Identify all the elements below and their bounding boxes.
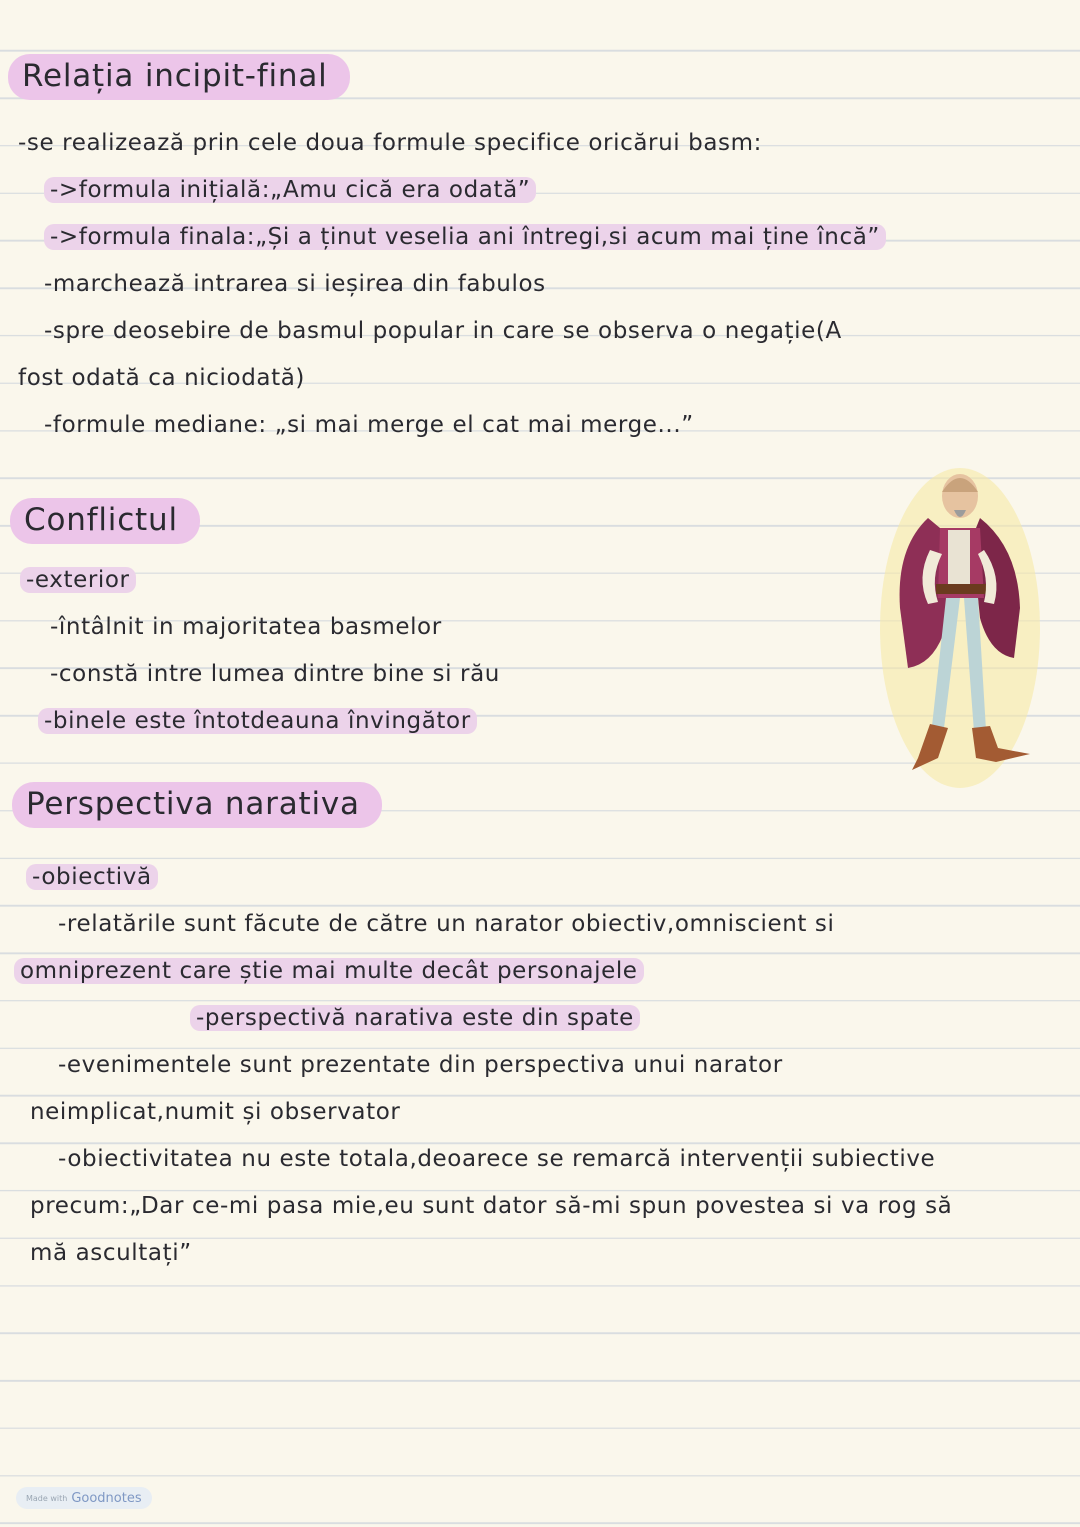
text-line: -întâlnit in majoritatea basmelor bbox=[50, 614, 442, 640]
text-line bbox=[38, 706, 477, 736]
heading-conflictul: Conflictul bbox=[10, 498, 200, 544]
heading-relatia-incipit-final: Relația incipit-final bbox=[8, 54, 350, 100]
highlight: -perspectivă narativa este din spate bbox=[190, 1005, 640, 1031]
text-line: -evenimentele sunt prezentate din perspectiva unui narator bbox=[58, 1052, 783, 1078]
text-line bbox=[44, 222, 886, 252]
text-line: -se realizează prin cele doua formule specifice oricărui basm: bbox=[18, 130, 762, 156]
text-line bbox=[26, 862, 158, 892]
text-line: -marchează intrarea si ieșirea din fabulos bbox=[44, 271, 546, 297]
highlight: ->formula inițială:„Amu cică era odată” bbox=[44, 177, 536, 203]
text-line: fost odată ca niciodată) bbox=[18, 365, 305, 391]
text-line bbox=[44, 175, 536, 205]
text-line bbox=[20, 565, 136, 595]
text-line: -relatările sunt făcute de către un narator obiectiv,omniscient si bbox=[58, 911, 835, 937]
highlight: -binele este întotdeauna învingător bbox=[38, 708, 477, 734]
text-line: precum:„Dar ce-mi pasa mie,eu sunt dator să-mi spun povestea si va rog să bbox=[30, 1193, 953, 1219]
text-line: -spre deosebire de basmul popular in care se observa o negație(A bbox=[44, 318, 842, 344]
heading-perspectiva-narativa: Perspectiva narativa bbox=[12, 782, 382, 828]
text-line bbox=[190, 1003, 640, 1033]
highlight: -obiectivă bbox=[26, 864, 158, 890]
text-line: -obiectivitatea nu este totala,deoarece se remarcă intervenții subiective bbox=[58, 1146, 936, 1172]
text-line: neimplicat,numit și observator bbox=[30, 1099, 401, 1125]
highlight: -exterior bbox=[20, 567, 136, 593]
goodnotes-watermark bbox=[16, 1487, 152, 1509]
highlight: ->formula finala:„Și a ținut veselia ani întregi,si acum mai ține încă” bbox=[44, 224, 886, 250]
highlight: omniprezent care știe mai multe decât personajele bbox=[14, 958, 644, 984]
watermark-prefix: Made with bbox=[26, 1493, 68, 1503]
text-line: -constă intre lumea dintre bine si rău bbox=[50, 661, 500, 687]
watermark-brand: Goodnotes bbox=[71, 1490, 142, 1506]
fairy-tale-character-icon bbox=[868, 458, 1046, 794]
text-line: -formule mediane: „si mai merge el cat mai merge...” bbox=[44, 412, 694, 438]
text-line bbox=[14, 956, 644, 986]
text-line: mă ascultați” bbox=[30, 1240, 192, 1266]
